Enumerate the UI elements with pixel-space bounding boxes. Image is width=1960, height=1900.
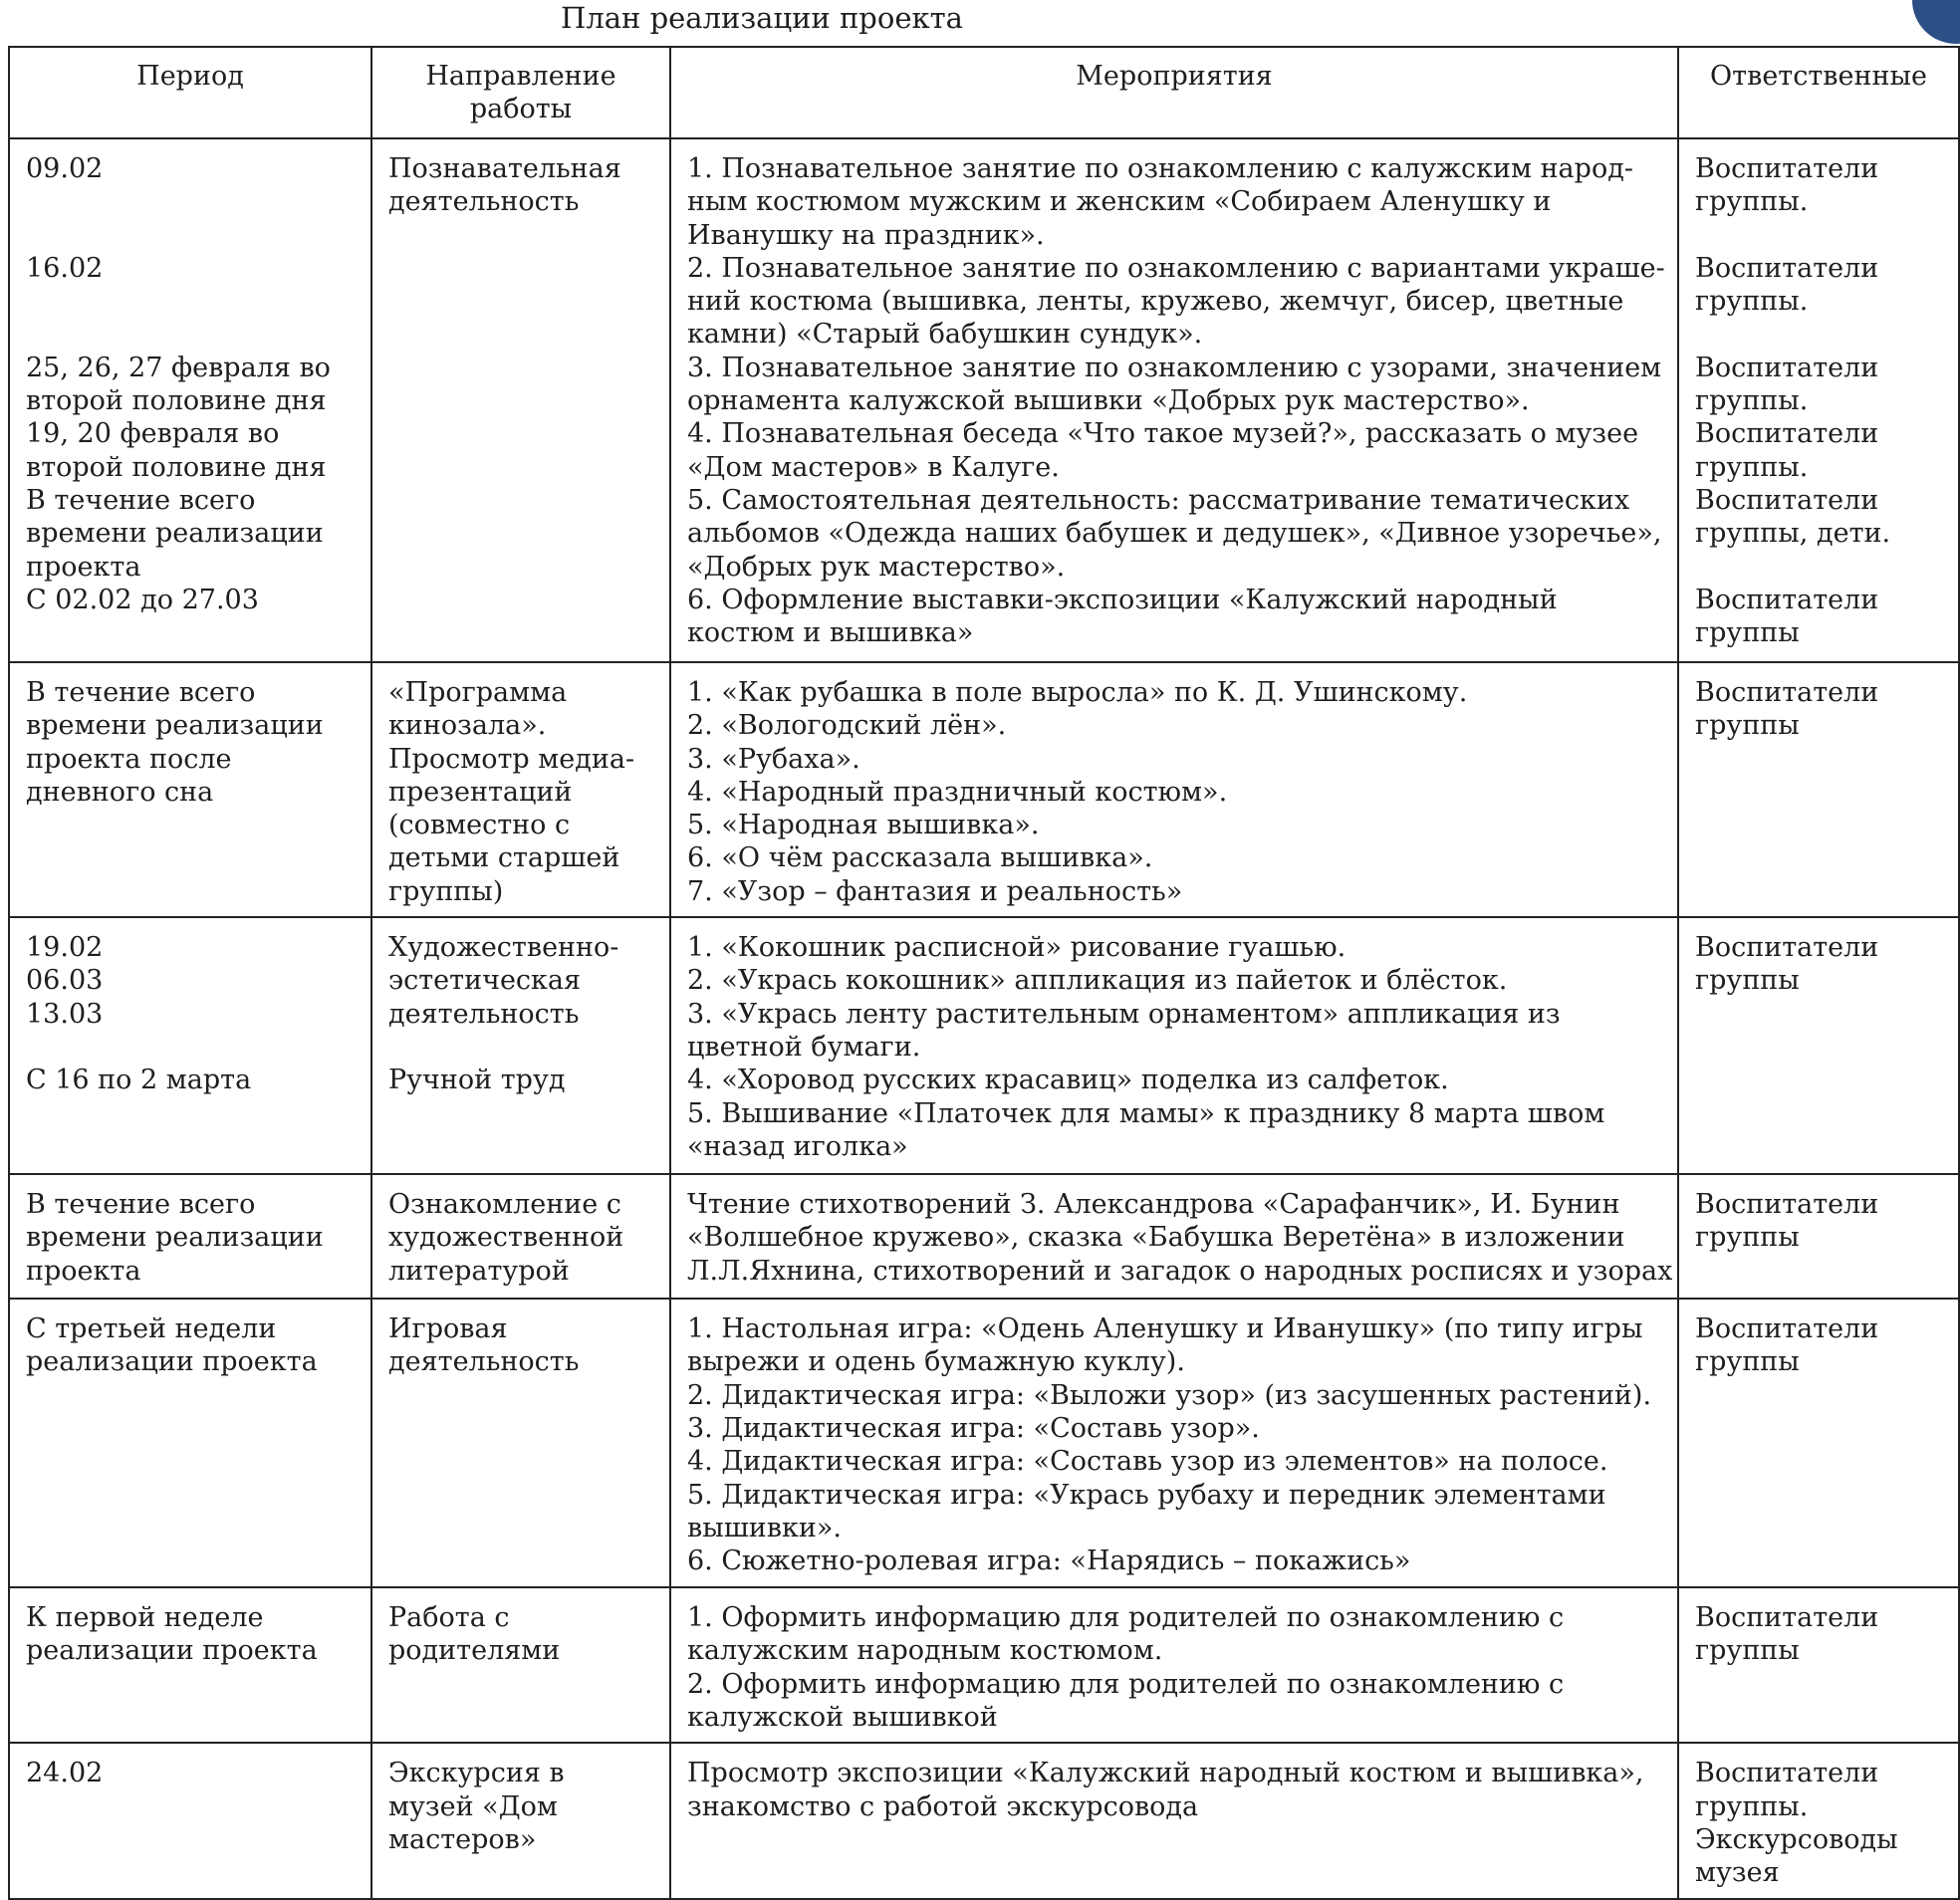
- cell-period: [9, 1174, 371, 1299]
- responsible-text-line: Воспитатели: [1695, 1758, 1879, 1789]
- activities-text-line: 1. Оформить информацию для родителей по ознакомлению с: [687, 1602, 1565, 1634]
- activities-text-line: цветной бумаги.: [687, 1031, 921, 1063]
- activities-text-line: Л.Л.Яхнина, стихотворений и загадок о народных росписях и узорах: [687, 1255, 1673, 1287]
- activities-text-line: вырежи и одень бумажную куклу).: [687, 1346, 1185, 1378]
- direction-text-line: Познавательная: [388, 153, 621, 184]
- activities-text-line: 5. Вышивание «Платочек для мамы» к празднику 8 марта швом: [687, 1097, 1605, 1129]
- activities-text-line: 6. «О чём рассказала вышивка».: [687, 842, 1153, 874]
- direction-text-line: группы): [388, 875, 504, 907]
- direction-text-line: кинозала».: [388, 710, 547, 742]
- period-text-line: дневного сна: [26, 776, 214, 808]
- responsible-text-line: Воспитатели: [1695, 932, 1879, 964]
- activities-text-line: 2. Познавательное занятие по ознакомлению с вариантами украше-: [687, 252, 1665, 284]
- activities-text-line: 3. Познавательное занятие по ознакомлению с узорами, значением: [687, 352, 1662, 383]
- cell-activities: [670, 1587, 1678, 1743]
- period-text-line: 24.02: [26, 1758, 104, 1789]
- direction-text-line: деятельность: [388, 186, 580, 218]
- activities-text-line: ний костюма (вышивка, ленты, кружево, жемчуг, бисер, цветные: [687, 286, 1624, 318]
- activities-text-line: 1. Настольная игра: «Одень Аленушку и Иванушку» (по типу игры: [687, 1313, 1643, 1345]
- cell-activities: [670, 1174, 1678, 1299]
- period-text-line: С третьей недели: [26, 1313, 277, 1345]
- direction-text-line: «Программа: [388, 677, 568, 708]
- cell-period: [9, 662, 371, 917]
- activities-text-line: 5. «Народная вышивка».: [687, 810, 1040, 841]
- period-text-line: проекта: [26, 551, 141, 583]
- table-row: [9, 1299, 1959, 1587]
- responsible-text-line: Воспитатели: [1695, 1313, 1879, 1345]
- table-header-row: [9, 47, 1959, 138]
- period-text-line: реализации проекта: [26, 1346, 318, 1378]
- blank-line: [1695, 219, 1950, 252]
- responsible-text-line: группы.: [1695, 451, 1809, 483]
- direction-text-line: литературой: [388, 1255, 570, 1287]
- activities-text-line: ным костюмом мужским и женским «Собираем Аленушку и: [687, 186, 1552, 218]
- responsible-text-line: группы, дети.: [1695, 518, 1891, 550]
- direction-text-line: деятельность: [388, 1346, 580, 1378]
- period-text-line: второй половине дня: [26, 451, 327, 483]
- activities-text-line: 2. Дидактическая игра: «Выложи узор» (из засушенных растений).: [687, 1379, 1652, 1411]
- activities-text-line: вышивки».: [687, 1512, 842, 1544]
- activities-text-line: калужской вышивкой: [687, 1701, 998, 1733]
- period-text-line: В течение всего: [26, 1189, 256, 1221]
- activities-text-line: 3. «Укрась ленту растительным орнаментом» аппликация из: [687, 998, 1561, 1030]
- activities-text-line: 2. «Укрась кокошник» аппликация из пайеток и блёсток.: [687, 965, 1508, 997]
- activities-text-line: 4. «Хоровод русских красавиц» поделка из салфеток.: [687, 1065, 1449, 1096]
- responsible-text-line: музея: [1695, 1857, 1780, 1889]
- cell-direction: [371, 1174, 670, 1299]
- direction-text-line: мастеров»: [388, 1823, 537, 1855]
- cell-direction: [371, 138, 670, 662]
- responsible-text-line: группы: [1695, 965, 1800, 997]
- period-text-line: второй половине дня: [26, 385, 327, 417]
- period-text-line: С 02.02 до 27.03: [26, 584, 259, 615]
- activities-text-line: «Добрых рук мастерство».: [687, 551, 1066, 583]
- direction-text-line: Работа с: [388, 1602, 510, 1634]
- blank-line: [26, 285, 363, 318]
- period-text-line: времени реализации: [26, 1222, 324, 1254]
- activities-text-line: костюм и вышивка»: [687, 617, 974, 649]
- cell-direction: [371, 662, 670, 917]
- cell-activities: [670, 917, 1678, 1174]
- blank-line: [26, 1031, 363, 1064]
- period-text-line: В течение всего: [26, 677, 256, 708]
- table-row: [9, 1743, 1959, 1899]
- cell-direction: [371, 1299, 670, 1587]
- responsible-text-line: Воспитатели: [1695, 252, 1879, 284]
- corner-logo-fragment: [1912, 0, 1960, 44]
- cell-activities: [670, 662, 1678, 917]
- responsible-text-line: Воспитатели: [1695, 153, 1879, 184]
- project-plan-table: [8, 46, 1960, 1900]
- direction-text-line: Экскурсия в: [388, 1758, 565, 1789]
- cell-direction: [371, 1587, 670, 1743]
- blank-line: [26, 185, 363, 218]
- blank-line: [26, 219, 363, 252]
- direction-text-line: деятельность: [388, 998, 580, 1030]
- period-text-line: проекта: [26, 1255, 141, 1287]
- blank-line: [1695, 551, 1950, 584]
- activities-text-line: калужским народным костюмом.: [687, 1635, 1163, 1667]
- direction-text-line: эстетическая: [388, 965, 582, 997]
- page-title: План реализации проекта: [561, 1, 963, 35]
- header-responsible: Ответственные: [1678, 47, 1959, 138]
- responsible-text-line: Воспитатели: [1695, 418, 1879, 450]
- activities-text-line: «назад иголка»: [687, 1130, 908, 1162]
- activities-text-line: 2. Оформить информацию для родителей по ознакомлению с: [687, 1668, 1565, 1700]
- table-row: [9, 662, 1959, 917]
- activities-text-line: 4. «Народный праздничный костюм».: [687, 776, 1228, 808]
- activities-text-line: 7. «Узор – фантазия и реальность»: [687, 875, 1183, 907]
- direction-text-line: Просмотр медиа-: [388, 743, 635, 775]
- cell-activities: [670, 1743, 1678, 1899]
- activities-text-line: 4. Познавательная беседа «Что такое музей?», рассказать о музее: [687, 418, 1639, 450]
- period-text-line: 09.02: [26, 153, 104, 184]
- activities-text-line: 1. «Как рубашка в поле выросла» по К. Д. Ушинскому.: [687, 677, 1468, 708]
- cell-direction: [371, 917, 670, 1174]
- responsible-text-line: Воспитатели: [1695, 484, 1879, 516]
- header-activities: Мероприятия: [670, 47, 1678, 138]
- responsible-text-line: группы: [1695, 617, 1800, 649]
- responsible-text-line: Воспитатели: [1695, 584, 1879, 615]
- cell-period: [9, 138, 371, 662]
- header-period: Период: [9, 47, 371, 138]
- cell-period: [9, 1299, 371, 1587]
- activities-text-line: 6. Оформление выставки-экспозиции «Калужский народный: [687, 584, 1558, 615]
- period-text-line: реализации проекта: [26, 1635, 318, 1667]
- table-row: [9, 138, 1959, 662]
- direction-text-line: Художественно-: [388, 932, 619, 964]
- direction-text-line: Ручной труд: [388, 1065, 566, 1096]
- period-text-line: С 16 по 2 марта: [26, 1065, 252, 1096]
- period-text-line: В течение всего: [26, 484, 256, 516]
- responsible-text-line: Экскурсоводы: [1695, 1823, 1898, 1855]
- period-text-line: 19, 20 февраля во: [26, 418, 280, 450]
- header-direction: Направление работы: [371, 47, 670, 138]
- activities-text-line: Просмотр экспозиции «Калужский народный костюм и вышивка»,: [687, 1758, 1644, 1789]
- activities-text-line: Иванушку на праздник».: [687, 219, 1045, 251]
- period-text-line: 13.03: [26, 998, 104, 1030]
- table-row: [9, 917, 1959, 1174]
- blank-line: [388, 1031, 661, 1064]
- activities-text-line: камни) «Старый бабушкин сундук».: [687, 319, 1203, 351]
- cell-period: [9, 917, 371, 1174]
- period-text-line: 25, 26, 27 февраля во: [26, 352, 331, 383]
- cell-direction: [371, 1743, 670, 1899]
- responsible-text-line: группы.: [1695, 1790, 1809, 1822]
- direction-text-line: Игровая: [388, 1313, 508, 1345]
- cell-period: [9, 1743, 371, 1899]
- direction-text-line: музей «Дом: [388, 1790, 558, 1822]
- cell-period: [9, 1587, 371, 1743]
- responsible-text-line: группы: [1695, 710, 1800, 742]
- period-text-line: К первой неделе: [26, 1602, 264, 1634]
- cell-responsible: [1678, 138, 1959, 662]
- activities-text-line: альбомов «Одежда наших бабушек и дедушек», «Дивное узоречье»,: [687, 518, 1662, 550]
- period-text-line: 16.02: [26, 252, 104, 284]
- activities-text-line: 1. Познавательное занятие по ознакомлению с калужским народ-: [687, 153, 1633, 184]
- activities-text-line: «Дом мастеров» в Калуге.: [687, 451, 1060, 483]
- direction-text-line: детьми старшей: [388, 842, 620, 874]
- activities-text-line: 5. Дидактическая игра: «Укрась рубаху и передник элементами: [687, 1479, 1606, 1511]
- cell-responsible: [1678, 1299, 1959, 1587]
- responsible-text-line: группы.: [1695, 385, 1809, 417]
- cell-activities: [670, 1299, 1678, 1587]
- responsible-text-line: группы.: [1695, 186, 1809, 218]
- period-text-line: времени реализации: [26, 518, 324, 550]
- direction-text-line: презентаций: [388, 776, 573, 808]
- responsible-text-line: Воспитатели: [1695, 1189, 1879, 1221]
- responsible-text-line: группы: [1695, 1222, 1800, 1254]
- cell-responsible: [1678, 917, 1959, 1174]
- responsible-text-line: группы.: [1695, 286, 1809, 318]
- activities-text-line: 2. «Вологодский лён».: [687, 710, 1007, 742]
- table-row: [9, 1587, 1959, 1743]
- direction-text-line: (совместно с: [388, 810, 571, 841]
- activities-text-line: 5. Самостоятельная деятельность: рассматривание тематических: [687, 484, 1630, 516]
- activities-text-line: «Волшебное кружево», сказка «Бабушка Веретёна» в изложении: [687, 1222, 1625, 1254]
- period-text-line: 19.02: [26, 932, 104, 964]
- responsible-text-line: Воспитатели: [1695, 352, 1879, 383]
- cell-responsible: [1678, 1587, 1959, 1743]
- activities-text-line: 1. «Кокошник расписной» рисование гуашью.: [687, 932, 1347, 964]
- responsible-text-line: Воспитатели: [1695, 677, 1879, 708]
- period-text-line: проекта после: [26, 743, 232, 775]
- responsible-text-line: группы: [1695, 1635, 1800, 1667]
- activities-text-line: 3. «Рубаха».: [687, 743, 860, 775]
- responsible-text-line: группы: [1695, 1346, 1800, 1378]
- responsible-text-line: Воспитатели: [1695, 1602, 1879, 1634]
- table-row: [9, 1174, 1959, 1299]
- activities-text-line: 6. Сюжетно-ролевая игра: «Нарядись – покажись»: [687, 1545, 1411, 1577]
- blank-line: [1695, 318, 1950, 351]
- cell-responsible: [1678, 1174, 1959, 1299]
- period-text-line: времени реализации: [26, 710, 324, 742]
- blank-line: [26, 318, 363, 351]
- direction-text-line: художественной: [388, 1222, 624, 1254]
- activities-text-line: орнамента калужской вышивки «Добрых рук мастерство».: [687, 385, 1530, 417]
- activities-text-line: знакомство с работой экскурсовода: [687, 1790, 1199, 1822]
- cell-responsible: [1678, 1743, 1959, 1899]
- direction-text-line: родителями: [388, 1635, 561, 1667]
- cell-activities: [670, 138, 1678, 662]
- activities-text-line: Чтение стихотворений З. Александрова «Сарафанчик», И. Бунин: [687, 1189, 1620, 1221]
- activities-text-line: 3. Дидактическая игра: «Составь узор».: [687, 1412, 1260, 1444]
- direction-text-line: Ознакомление с: [388, 1189, 621, 1221]
- activities-text-line: 4. Дидактическая игра: «Составь узор из элементов» на полосе.: [687, 1446, 1608, 1478]
- cell-responsible: [1678, 662, 1959, 917]
- period-text-line: 06.03: [26, 965, 104, 997]
